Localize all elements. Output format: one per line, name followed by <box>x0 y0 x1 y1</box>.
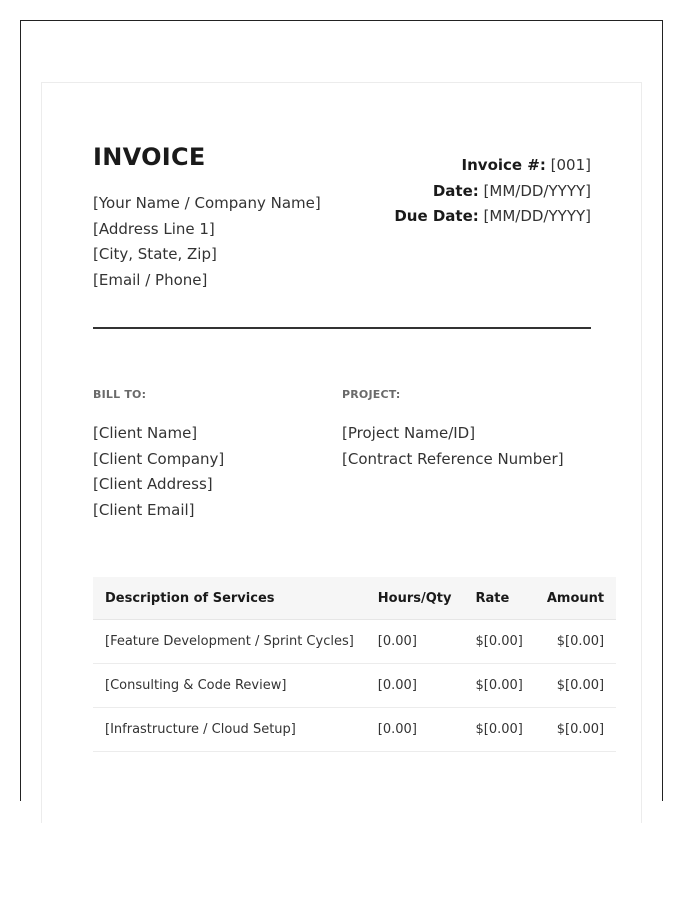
header-hours-qty: Hours/Qty <box>366 577 464 620</box>
row-hours-qty: [0.00] <box>366 664 464 708</box>
client-address: [Client Address] <box>93 475 213 494</box>
header-rate: Rate <box>464 577 535 620</box>
table-row <box>93 708 616 752</box>
project-label: PROJECT: <box>342 388 401 401</box>
invoice-page <box>41 82 642 823</box>
sender-contact: [Email / Phone] <box>93 270 208 289</box>
invoice-number-label: Invoice #: <box>461 156 546 174</box>
invoice-meta <box>394 153 591 230</box>
table-row <box>93 664 616 708</box>
sender-name: [Your Name / Company Name] <box>93 194 321 212</box>
table-header-row <box>93 577 616 620</box>
invoice-number-value: [001] <box>550 156 591 174</box>
bill-to-details <box>93 421 224 523</box>
row-rate: $[0.00] <box>464 664 535 708</box>
row-description: [Consulting & Code Review] <box>93 664 366 708</box>
header-divider <box>93 327 591 329</box>
row-hours-qty: [0.00] <box>366 708 464 752</box>
table-row <box>93 620 616 664</box>
document-frame <box>20 20 663 801</box>
header-description: Description of Services <box>93 577 366 620</box>
sender-city: [City, State, Zip] <box>93 245 217 264</box>
due-date-line <box>394 204 591 230</box>
row-rate: $[0.00] <box>464 708 535 752</box>
due-date-value: [MM/DD/YYYY] <box>483 207 591 226</box>
due-date-label: Due Date: <box>394 207 479 226</box>
bill-to-label: BILL TO: <box>93 388 147 401</box>
invoice-date-label: Date: <box>432 181 479 200</box>
row-description: [Feature Development / Sprint Cycles] <box>93 620 366 664</box>
project-details <box>342 421 564 472</box>
row-hours-qty: [0.00] <box>366 620 464 664</box>
header-amount: Amount <box>535 577 616 620</box>
sender-address: [Address Line 1] <box>93 219 215 238</box>
invoice-date-value: [MM/DD/YYYY] <box>483 181 591 200</box>
client-email: [Client Email] <box>93 500 195 519</box>
project-name: [Project Name/ID] <box>342 424 476 442</box>
row-amount: $[0.00] <box>535 708 616 752</box>
row-amount: $[0.00] <box>535 620 616 664</box>
invoice-number-line <box>394 153 591 179</box>
sender-details <box>93 191 321 293</box>
services-table <box>93 577 616 752</box>
row-amount: $[0.00] <box>535 664 616 708</box>
client-company: [Client Company] <box>93 449 225 468</box>
invoice-title: INVOICE <box>93 143 206 171</box>
row-description: [Infrastructure / Cloud Setup] <box>93 708 366 752</box>
row-rate: $[0.00] <box>464 620 535 664</box>
client-name: [Client Name] <box>93 424 198 442</box>
contract-reference: [Contract Reference Number] <box>342 449 564 468</box>
invoice-date-line <box>394 179 591 205</box>
